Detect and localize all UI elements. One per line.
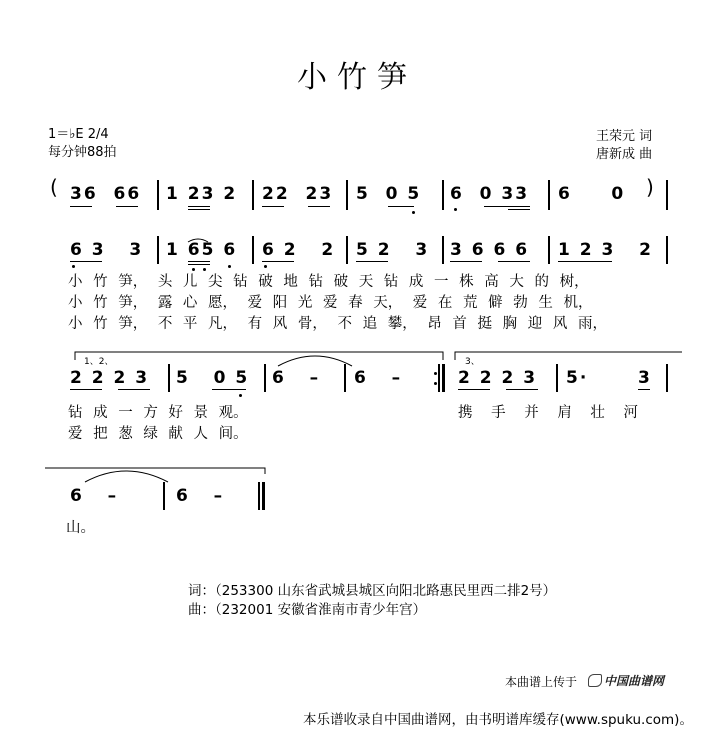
intro-measure-3: 22 23 <box>262 184 334 204</box>
r1-measure-1: 6 3 3 <box>70 240 144 260</box>
r1-measure-2: 1 65 6 <box>166 240 238 260</box>
r3-measure-1: 6 – <box>70 486 119 506</box>
tempo-marking: 每分钟88拍 <box>48 145 117 160</box>
r2-measure-7: 3 <box>638 368 652 388</box>
composer-address: 曲：（232001 安徽省淮南市青少年宫） <box>188 602 427 618</box>
r1-measure-3: 6 2 2 <box>262 240 336 260</box>
logo-icon <box>588 674 602 687</box>
volta-1-label: 1、2、 <box>84 357 114 367</box>
r2-measure-5: 2 2 2 3 <box>458 368 538 388</box>
verse-row-1 <box>0 232 714 332</box>
intro-measure-6: 6 0 <box>558 184 626 204</box>
r2-measure-4: 6 – <box>354 368 403 388</box>
intro-measure-5: 6 0 33 <box>450 184 530 204</box>
lyricist-credit: 王荣元 词 <box>596 129 653 144</box>
volta-2-label: 3、 <box>465 357 480 367</box>
r1-measure-5: 3 6 6 6 <box>450 240 530 260</box>
intro-measure-2: 1 23 2 <box>166 184 238 204</box>
lyric-verse-3b: 携 手 并 肩 壮 河 <box>458 405 639 421</box>
intro-measure-1: 36 66 <box>70 184 142 204</box>
lyric-verse-2: 小 竹 笋， 露 心 愿， 爱 阳 光 爱 春 天， 爱 在 荒 僻 勃 生 机， <box>68 295 593 311</box>
r1-measure-6: 1 2 3 2 <box>558 240 653 260</box>
intro-row <box>0 175 714 214</box>
lyric-verse-2b: 爱 把 葱 绿 献 人 间。 <box>68 426 248 442</box>
source-footer: 本乐谱收录自中国曲谱网，由书明谱库缓存(www.spuku.com)。 <box>303 712 693 728</box>
lyric-verse-3c: 山。 <box>66 520 95 536</box>
upload-credit: 本曲谱上传于 <box>505 675 578 689</box>
composer-credit: 唐新成 曲 <box>596 147 653 162</box>
lyric-verse-3: 小 竹 笋， 不 平 凡， 有 风 骨， 不 追 攀， 昂 首 挺 胸 迎 风 雨， <box>68 316 607 332</box>
r2-measure-6: 5· <box>566 368 589 388</box>
intro-open-paren: ( <box>50 175 58 199</box>
score-title: 小竹笋 <box>297 60 417 95</box>
verse-row-2 <box>0 348 714 443</box>
r1-measure-4: 5 2 3 <box>356 240 430 260</box>
lyric-verse-1b: 钻 成 一 方 好 景 观。 <box>68 405 248 421</box>
r2-measure-1: 2 2 2 3 <box>70 368 150 388</box>
site-logo[interactable]: 中国曲谱网 <box>588 672 664 689</box>
intro-close-paren: ) <box>646 175 654 199</box>
r3-measure-2: 6 – <box>176 486 225 506</box>
r2-measure-3: 6 – <box>272 368 321 388</box>
verse-row-3 <box>0 462 714 536</box>
lyric-verse-1: 小 竹 笋， 头 儿 尖 钻 破 地 钻 破 天 钻 成 一 株 高 大 的 树， <box>68 274 589 290</box>
lyricist-address: 词：（253300 山东省武城县城区向阳北路惠民里西二排2号） <box>188 583 557 599</box>
r2-measure-2: 5 0 5 <box>176 368 250 388</box>
key-signature: 1＝♭E 2/4 <box>48 127 109 142</box>
intro-measure-4: 5 0 5 <box>356 184 422 204</box>
